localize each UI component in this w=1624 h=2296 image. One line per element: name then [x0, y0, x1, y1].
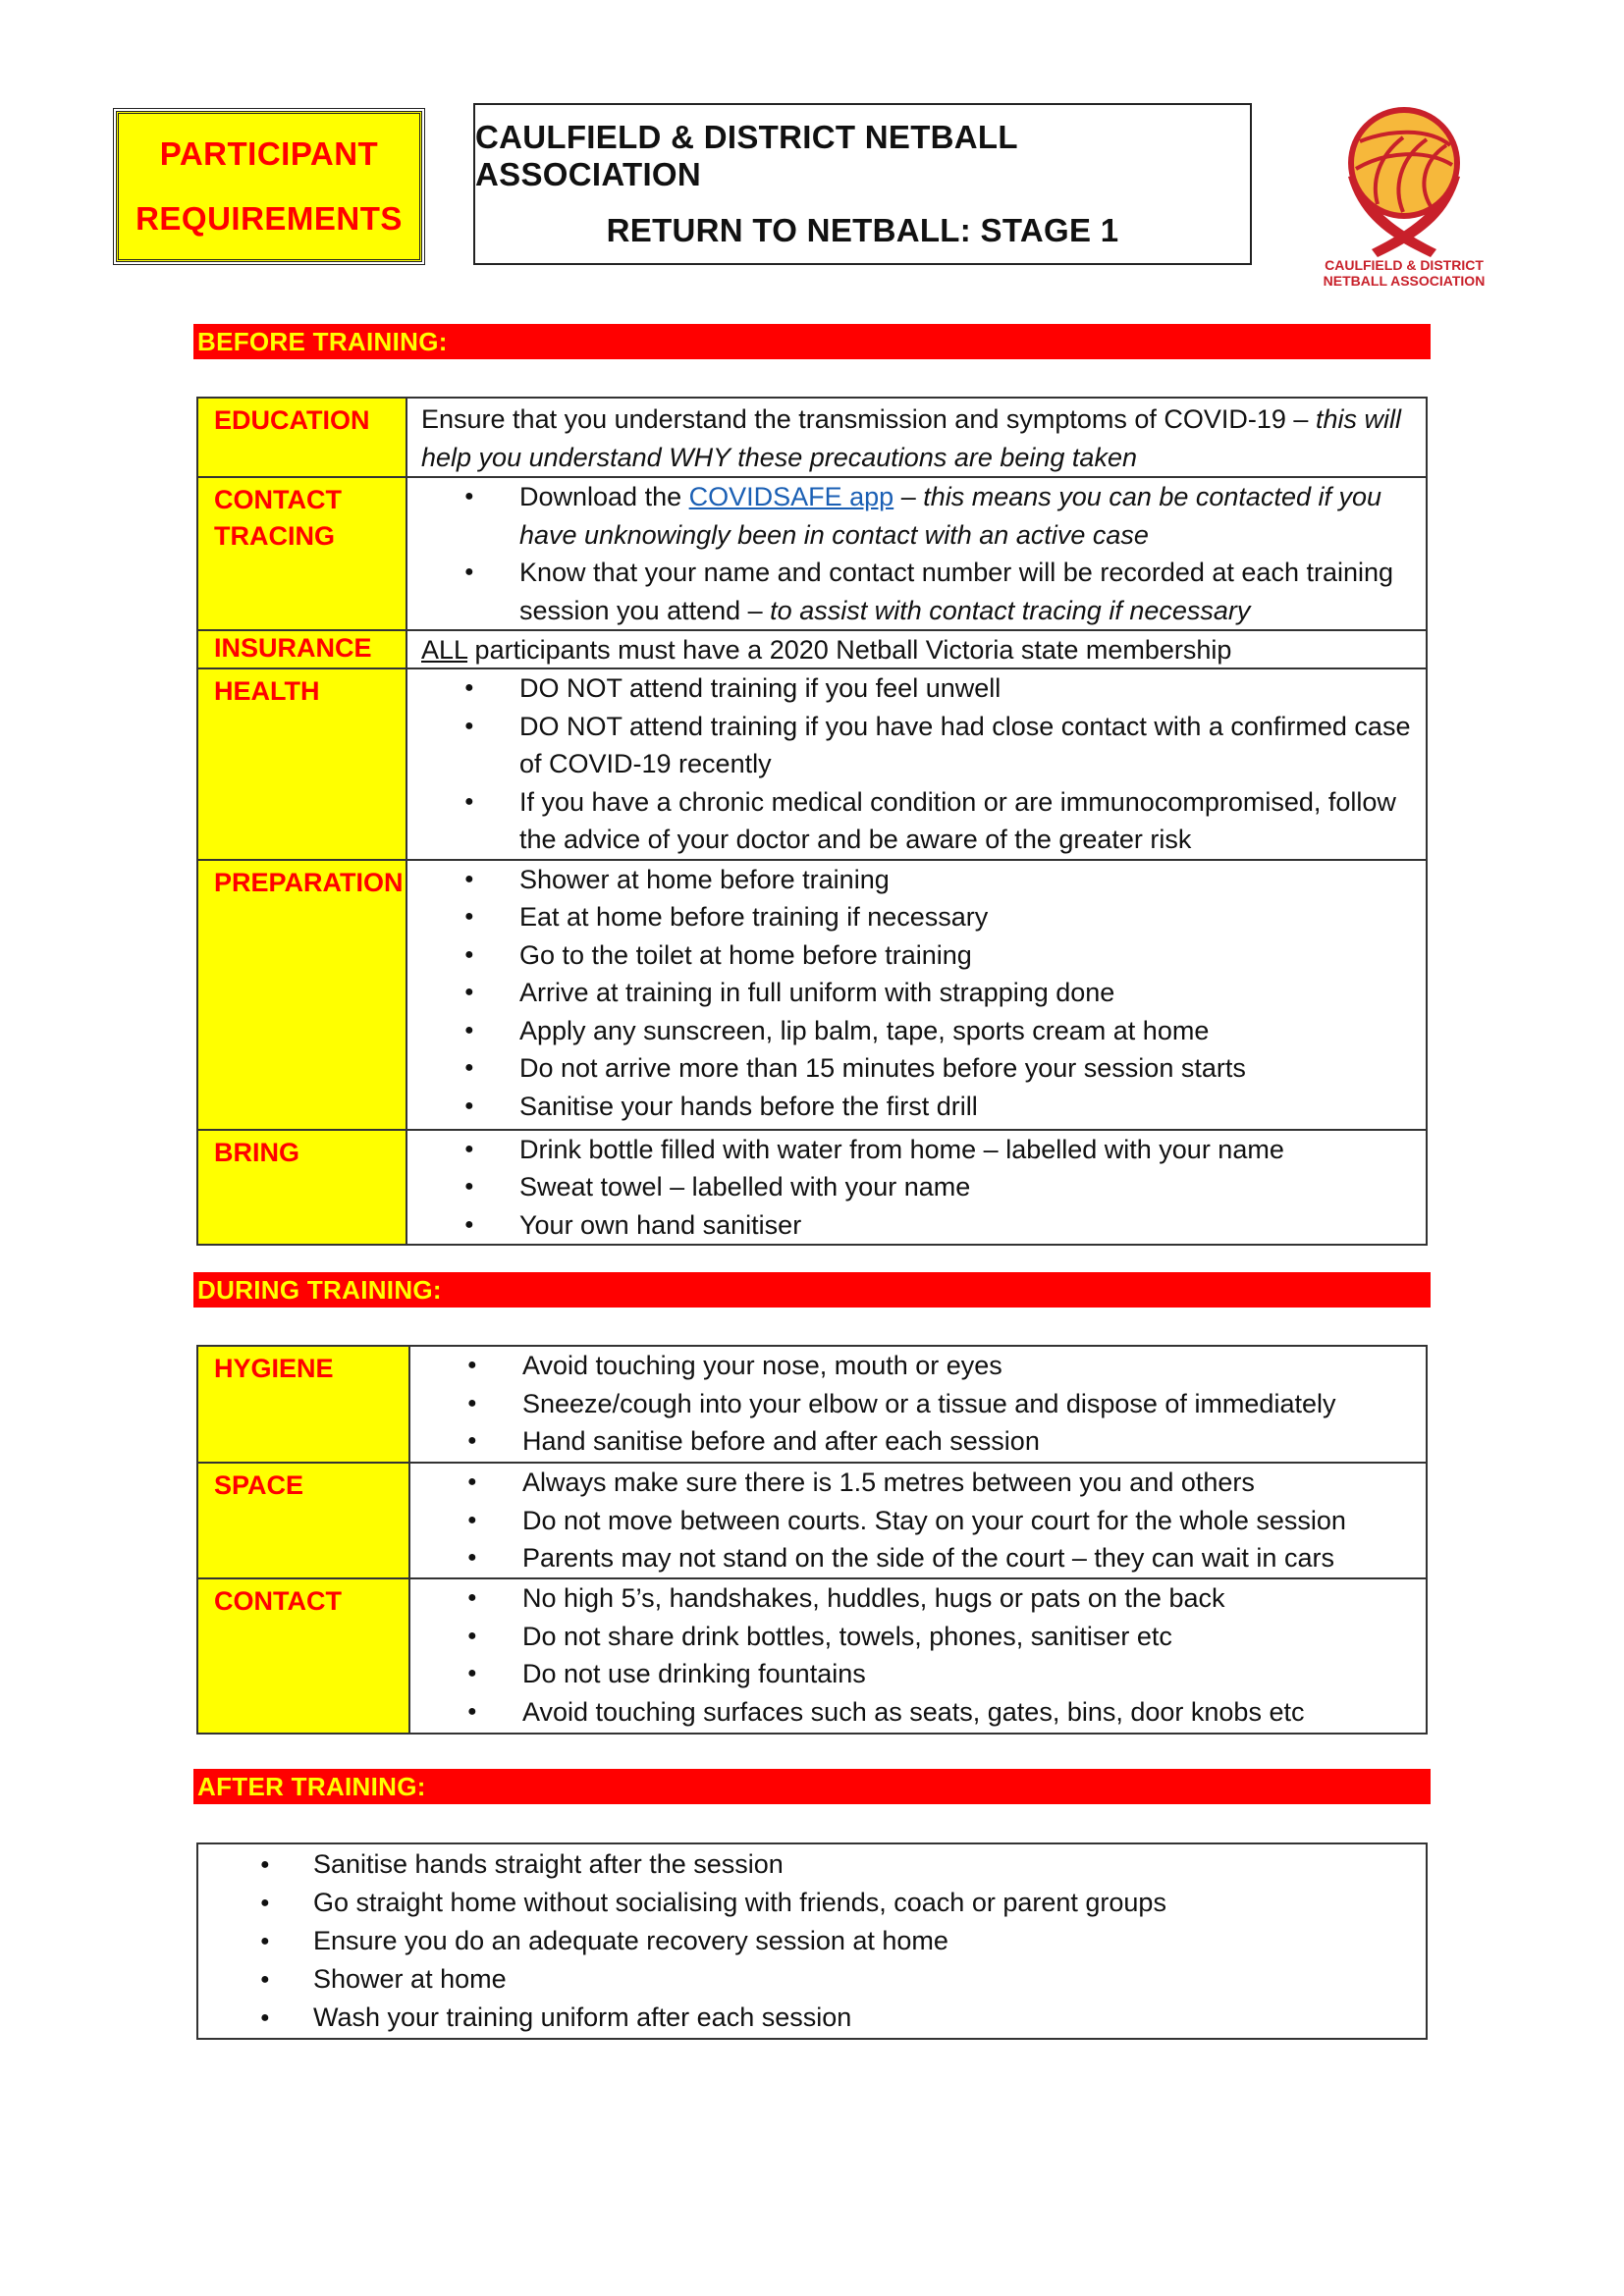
table-row-education	[197, 398, 1427, 477]
table-row-contact	[197, 1578, 1427, 1734]
table-row-space	[197, 1463, 1427, 1578]
association-logo	[1321, 100, 1488, 292]
list-item: ● Ensure you do an adequate recovery session at home	[199, 1922, 1425, 1960]
list-item: ● Parents may not stand on the side of the court – they can wait in cars	[410, 1539, 1426, 1577]
participant-requirements-line1: PARTICIPANT	[159, 135, 379, 172]
list-item: ● Shower at home	[199, 1960, 1425, 1999]
row-label: PREPARATION	[197, 860, 406, 1130]
insurance-text: ALL participants must have a 2020 Netball Victoria state membership	[421, 635, 1232, 665]
netball-logo-icon	[1321, 100, 1488, 257]
list-item: ● Do not share drink bottles, towels, phones, sanitiser etc	[410, 1618, 1426, 1656]
row-label: SPACE	[197, 1463, 409, 1578]
list-item: ● Hand sanitise before and after each session	[410, 1422, 1426, 1461]
covidsafe-app-link[interactable]: COVIDSAFE app	[688, 482, 894, 511]
row-label: BRING	[197, 1130, 406, 1246]
list-item: ● Know that your name and contact number will be recorded at each training session you attend – to assist with contact tracing if necessary	[407, 554, 1426, 629]
list-item: ● Always make sure there is 1.5 metres between you and others	[410, 1464, 1426, 1502]
list-item: ● Sneeze/cough into your elbow or a tissue and dispose of immediately	[410, 1385, 1426, 1423]
row-label: EDUCATION	[197, 398, 406, 477]
list-item: ● Drink bottle filled with water from home – labelled with your name	[407, 1131, 1426, 1169]
list-item: ● Wash your training uniform after each session	[199, 1999, 1425, 2037]
participant-requirements-line2: REQUIREMENTS	[135, 200, 403, 237]
during-training-table	[196, 1345, 1428, 1735]
list-item: ● Go to the toilet at home before training	[407, 936, 1426, 975]
row-label: INSURANCE	[197, 630, 406, 668]
list-item: ● Download the COVIDSAFE app – this means you can be contacted if you have unknowingly been in contact with an active case	[407, 478, 1426, 554]
list-item: ● DO NOT attend training if you have had close contact with a confirmed case of COVID-19 recently	[407, 708, 1426, 783]
row-label: CONTACT TRACING	[197, 477, 406, 630]
logo-text-line1: CAULFIELD & DISTRICT	[1325, 257, 1484, 273]
list-item: ● No high 5’s, handshakes, huddles, hugs or pats on the back	[410, 1579, 1426, 1618]
table-row-insurance	[197, 630, 1427, 668]
table-row-preparation	[197, 860, 1427, 1130]
education-text: Ensure that you understand the transmission and symptoms of COVID-19 – this will help you understand WHY these precautions are being taken	[421, 404, 1401, 472]
before-training-table	[196, 397, 1428, 1246]
list-item: ● DO NOT attend training if you feel unwell	[407, 669, 1426, 708]
list-item: ● Eat at home before training if necessary	[407, 898, 1426, 936]
list-item: ● Do not use drinking fountains	[410, 1655, 1426, 1693]
list-item: ● Arrive at training in full uniform with strapping done	[407, 974, 1426, 1012]
before-training-heading: BEFORE TRAINING:	[193, 324, 1431, 359]
list-item: ● Avoid touching surfaces such as seats, gates, bins, door knobs etc	[410, 1693, 1426, 1732]
list-item: ● Go straight home without socialising with friends, coach or parent groups	[199, 1884, 1425, 1922]
list-item: ● Avoid touching your nose, mouth or eyes	[410, 1347, 1426, 1385]
row-label: HEALTH	[197, 668, 406, 860]
list-item: ● Your own hand sanitiser	[407, 1206, 1426, 1245]
stage-title: RETURN TO NETBALL: STAGE 1	[606, 212, 1119, 248]
after-training-heading: AFTER TRAINING:	[193, 1769, 1431, 1804]
document-title-box	[473, 103, 1252, 265]
after-training-table	[196, 1842, 1428, 2040]
row-label: CONTACT	[197, 1578, 409, 1734]
table-row-bring	[197, 1130, 1427, 1246]
list-item: ● Apply any sunscreen, lip balm, tape, sports cream at home	[407, 1012, 1426, 1050]
table-row-health	[197, 668, 1427, 860]
list-item: ● Do not arrive more than 15 minutes before your session starts	[407, 1049, 1426, 1088]
organisation-title: CAULFIELD & DISTRICT NETBALL ASSOCIATION	[475, 119, 1018, 192]
row-label: HYGIENE	[197, 1346, 409, 1463]
participant-requirements-box	[116, 111, 422, 262]
during-training-heading: DURING TRAINING:	[193, 1272, 1431, 1308]
table-row-hygiene	[197, 1346, 1427, 1463]
list-item: ● Do not move between courts. Stay on your court for the whole session	[410, 1502, 1426, 1540]
list-item: ● Shower at home before training	[407, 861, 1426, 899]
list-item: ● Sweat towel – labelled with your name	[407, 1168, 1426, 1206]
list-item: ● Sanitise hands straight after the session	[199, 1845, 1425, 1884]
list-item: ● Sanitise your hands before the first drill	[407, 1088, 1426, 1126]
table-row-contact-tracing	[197, 477, 1427, 630]
list-item: ● If you have a chronic medical condition or are immunocompromised, follow the advice of your doctor and be aware of the greater risk	[407, 783, 1426, 859]
logo-text-line2: NETBALL ASSOCIATION	[1323, 273, 1486, 289]
